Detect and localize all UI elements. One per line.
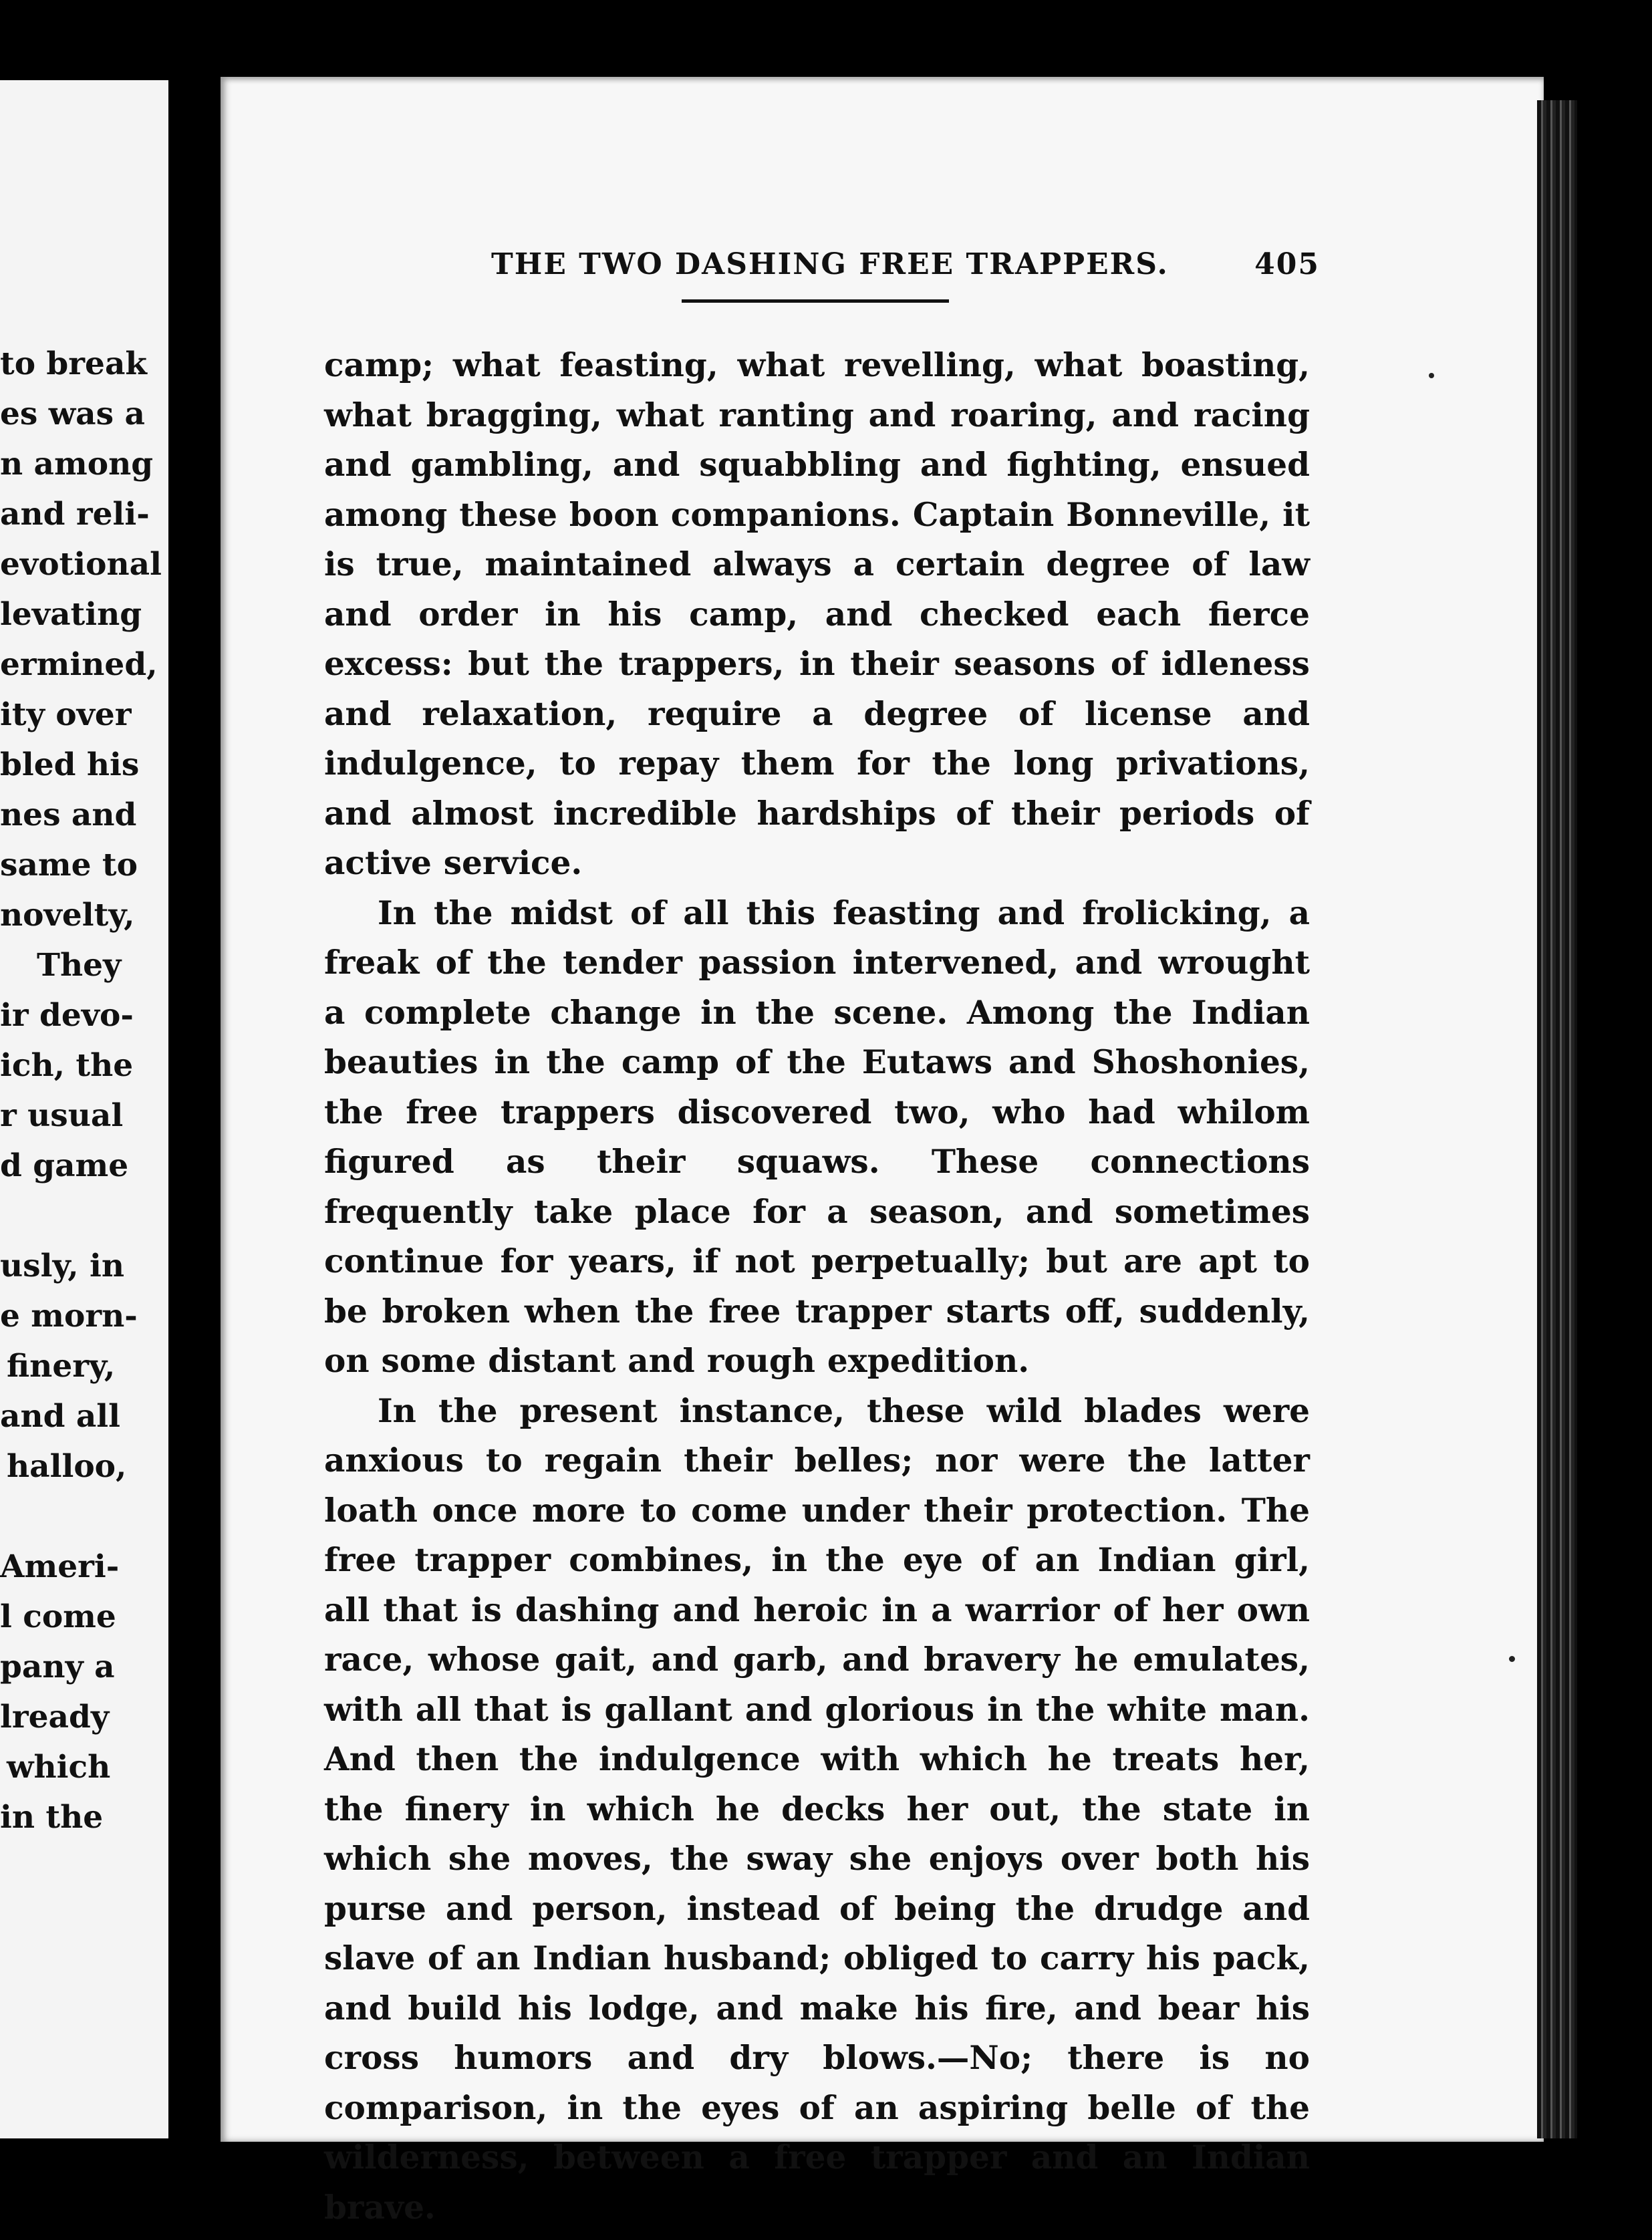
left-line: e morn- [0,1298,138,1335]
left-line: finery, [7,1348,116,1385]
left-line: ity over [0,696,132,733]
left-line: evotional [0,546,162,583]
left-line: bled his [0,746,140,783]
left-line: es was a [0,396,145,432]
left-line: lready [0,1699,110,1735]
left-line: halloo, [7,1448,127,1485]
page-edges [1537,100,1577,2138]
left-line: nes and [0,797,137,833]
left-line: Ameri- [0,1548,120,1585]
left-line: which [7,1749,111,1786]
left-line: novelty, [0,897,135,934]
paragraph: In the present instance, these wild blades were anxious to regain their belles; nor were the latter loath once more to come under their protection. The free trapper combines, in the eye of an Indian girl, all that is dashing and heroic in a warrior of her own race, whose gait, and garb, and bravery he emulates, with all that is gallant and glorious in the white man. And then the indulgence with which he treats her, the finery in which he decks her out, the state in which she moves, the sway she enjoys over both his purse and person, instead of being the drudge and slave of an Indian husband; obliged to carry his pack, and build his lodge, and make his fire, and bear his cross humors and dry blows.—No; there is no comparison, in the eyes of an aspiring belle of the wilderness, between a free trapper and an Indian brave. [324,1391,1310,2227]
left-line: in the [0,1799,104,1836]
left-line: l come [0,1598,116,1635]
left-line: pany a [0,1649,115,1685]
header-rule [682,299,949,303]
left-line: r usual [0,1097,124,1134]
running-header [491,247,1320,287]
left-line: d game [0,1147,129,1184]
page-number: 405 [1254,247,1320,281]
left-line: to break [0,345,147,382]
left-line: They [37,947,122,984]
ink-speck [1429,373,1434,378]
paragraph: In the midst of all this feasting and frolicking, a freak of the tender passion intervened, and wrought a complete change in the scene. Among the Indian beauties in the camp of the Eutaws and Shoshonies, the free trappers discovered two, who had whilom figured as their squaws. These connections frequently take place for a season, and sometimes continue for years, if not perpetually; but are apt to be broken when the free trapper starts off, suddenly, on some distant and rough expedition. [324,893,1310,1380]
left-line: same to [0,847,138,883]
book-gutter [168,80,215,2138]
left-line: and all [0,1398,121,1435]
left-line: ir devo- [0,997,134,1034]
left-line: n among [0,446,154,482]
body-text [324,341,1310,2233]
left-line: ich, the [0,1047,134,1084]
ink-speck [1509,1656,1515,1662]
running-title: THE TWO DASHING FREE TRAPPERS. [491,247,1169,281]
left-line: levating [0,596,142,633]
left-line: and reli- [0,496,150,533]
left-line: usly, in [0,1248,125,1284]
left-line: ermined, [0,646,158,683]
paragraph: camp; what feasting, what revelling, what boasting, what bragging, what ranting and roaring, and racing and gambling, and squabbling and fighting, ensued among these boon companions. Captain Bonneville, it is true, maintained always a certain degree of law and order in his camp, and checked each fierce excess: but the trappers, in their seasons of idleness and relaxation, require a degree of license and indulgence, to repay them for the long privations, and almost incredible hardships of their periods of active service. [324,346,1310,882]
